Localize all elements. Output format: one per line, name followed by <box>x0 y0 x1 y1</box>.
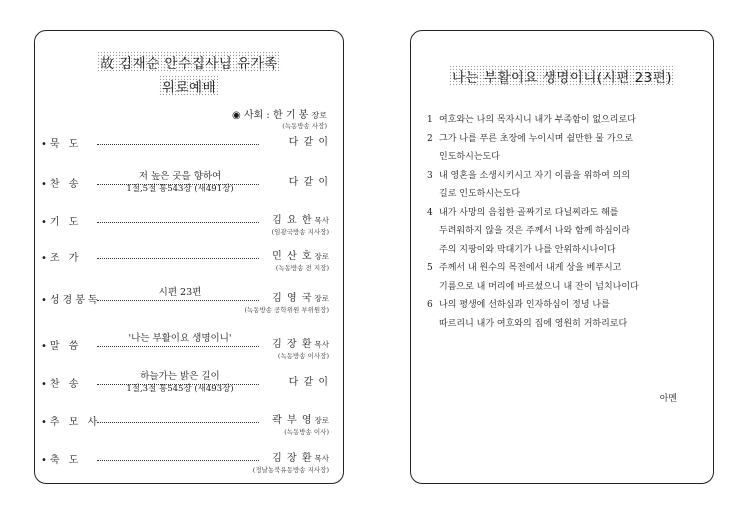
person-affiliation: (녹동방송 전 지장) <box>275 264 329 272</box>
row-content-detail: 1절,3절 통545장 (새493장) <box>126 384 234 395</box>
program-row <box>41 209 329 245</box>
verse-line: 기름으로 내 머리에 바르셨으니 내 잔이 넘치나이다 <box>439 281 639 292</box>
person-name: 곽 부 영 <box>272 415 313 426</box>
program-row <box>41 371 329 407</box>
row-label: •추 모 사 <box>41 417 101 428</box>
verse-number: 1 <box>427 115 433 125</box>
person-affiliation: (녹동방송 이사장) <box>277 352 329 360</box>
person-name: 김 요 한 <box>272 215 313 226</box>
row-content-title: 하늘가는 밝은 길이 <box>140 371 220 382</box>
verse-line: 나의 평생에 선하심과 인자하심이 정녕 나를 <box>439 300 610 310</box>
verse-line: 주의 지팡이와 막대기가 나를 안위하시나이다 <box>439 244 616 255</box>
person-name: 김 장 환 <box>272 339 313 350</box>
host-label: 사회 : <box>243 110 270 121</box>
dotted-leader <box>97 300 259 301</box>
dotted-leader <box>97 346 259 347</box>
row-person <box>272 247 329 272</box>
person-name: 민 산 호 <box>272 251 313 262</box>
verse-line: 그가 나를 푸른 초장에 누이시며 쉴만한 물 가으로 <box>439 133 633 144</box>
host-name: 한 기 봉 <box>273 110 309 121</box>
amen-text: 아멘 <box>659 394 677 404</box>
person-affiliation: (녹동방송 공학위원 부위원장) <box>244 306 329 314</box>
scripture-title-text: 나는 부활이요 생명이니(시편 23편) <box>449 65 675 87</box>
row-person <box>289 173 329 188</box>
verse-number: 5 <box>427 263 433 273</box>
program-row <box>41 287 329 323</box>
bullet-icon: ◉ <box>232 110 241 121</box>
program-card <box>34 30 344 484</box>
row-person <box>244 289 329 314</box>
verse-line: 여호와는 나의 목자시니 내가 부족함이 없으리로다 <box>439 115 636 125</box>
program-row <box>41 245 329 281</box>
verse-line: 길로 인도하시는도다 <box>439 189 521 199</box>
row-person <box>289 133 329 148</box>
row-label: •축 도 <box>41 455 82 466</box>
person-name: 다 같 이 <box>288 177 329 188</box>
verse-number: 4 <box>427 207 433 218</box>
verse <box>427 296 697 333</box>
verse-number: 3 <box>427 170 433 181</box>
row-person <box>289 373 329 388</box>
person-name: 김 영 국 <box>272 293 313 304</box>
verse-line: 내가 사망의 음침한 골짜기로 다닐찌라도 해를 <box>439 207 619 218</box>
row-content <box>101 333 259 344</box>
dotted-leader <box>97 422 259 423</box>
verse <box>427 204 697 260</box>
verse-line: 인도하시는도다 <box>439 152 500 162</box>
person-name: 김 장 환 <box>272 453 313 464</box>
row-content <box>101 287 259 298</box>
verse <box>427 259 697 296</box>
person-title: 목사 <box>314 454 329 463</box>
program-row <box>41 409 329 445</box>
person-affiliation: (녹동방송 이사) <box>284 428 329 436</box>
row-label: •찬 송 <box>41 179 82 190</box>
row-label: •말 씀 <box>41 341 82 352</box>
row-label: •묵 도 <box>41 139 82 150</box>
verse-list <box>427 111 697 333</box>
person-title: 목사 <box>314 340 329 349</box>
person-title: 장로 <box>314 294 329 303</box>
scripture-card <box>410 30 714 484</box>
dotted-leader <box>97 460 259 461</box>
person-affiliation: (임광국방송 지사장) <box>271 228 329 236</box>
row-label: •기 도 <box>41 217 82 228</box>
row-label: •조 가 <box>41 253 82 264</box>
program-row <box>41 131 329 167</box>
person-affiliation: (정날농북유동방송 지사장) <box>252 466 329 474</box>
verse <box>427 167 697 204</box>
verse-line: 주께서 내 원수의 목전에서 내게 상을 베푸시고 <box>439 263 622 273</box>
row-label: •찬 송 <box>41 379 82 390</box>
verse-line: 따르리니 내가 여호와의 집에 영원히 거하리로다 <box>439 318 628 329</box>
host-affiliation: (녹동방송 사장) <box>282 122 327 130</box>
scripture-title <box>411 65 713 87</box>
title-line-1: 故 김재순 안수집사님 유가족 <box>97 51 280 73</box>
program-row <box>41 333 329 369</box>
verse-line: 내 영혼을 소생시키시고 자기 이름을 위하여 의의 <box>439 170 631 181</box>
row-label: •성경봉독 <box>41 295 101 306</box>
program-row <box>41 171 329 207</box>
row-content-detail: 1절,5절 통543장 (새491장) <box>126 184 234 195</box>
row-person <box>253 449 329 474</box>
program-title <box>35 51 343 99</box>
person-title: 목사 <box>314 216 329 225</box>
row-content-title: 시편 23편 <box>158 287 202 298</box>
dotted-leader <box>97 258 259 259</box>
row-content-title: 저 높은 곳을 향하여 <box>138 171 222 182</box>
verse <box>427 111 697 130</box>
person-title: 장로 <box>314 252 329 261</box>
dotted-leader <box>97 222 259 223</box>
person-name: 다 같 이 <box>288 137 329 148</box>
program-row <box>41 447 329 483</box>
person-title: 장로 <box>314 416 329 425</box>
row-person <box>272 411 329 436</box>
verse-line: 두려워하지 않을 것은 주께서 나와 함께 하심이라 <box>439 226 631 236</box>
title-line-2: 위로예배 <box>159 75 219 97</box>
host-info <box>232 106 327 130</box>
verse-number: 2 <box>427 133 433 144</box>
row-person <box>272 211 329 236</box>
row-content-title: '나는 부활이요 생명이니' <box>128 333 232 344</box>
dotted-leader <box>97 144 259 145</box>
verse <box>427 130 697 167</box>
row-content <box>101 371 259 395</box>
verse-number: 6 <box>427 300 433 310</box>
row-person <box>272 335 329 360</box>
host-title: 장로 <box>311 111 327 120</box>
row-content <box>101 171 259 195</box>
person-name: 다 같 이 <box>288 377 329 388</box>
